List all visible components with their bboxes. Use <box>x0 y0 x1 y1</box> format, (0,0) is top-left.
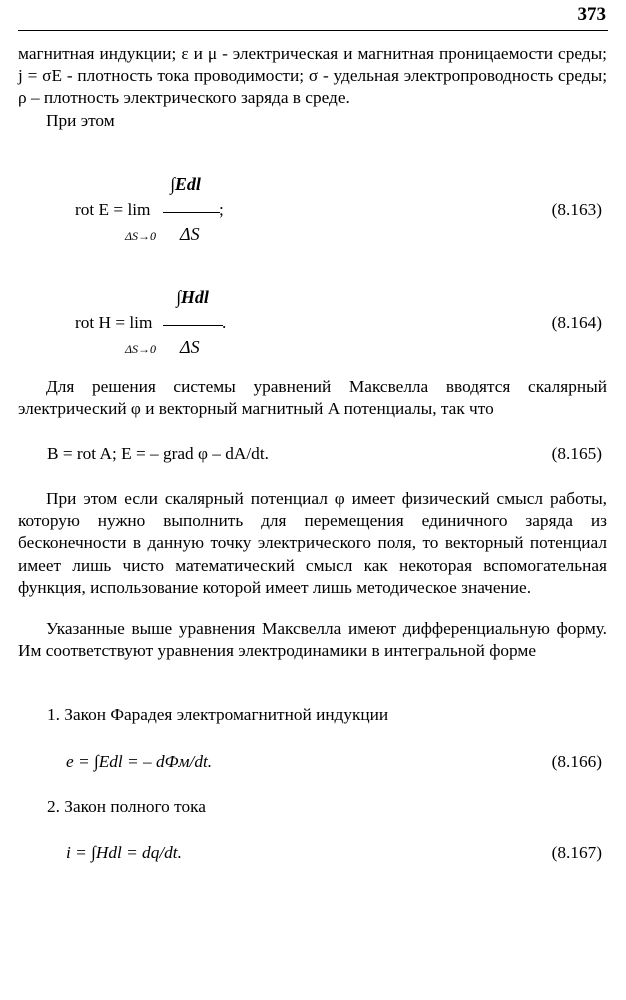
equation-number: (8.164) <box>551 313 602 332</box>
paragraph-text: При этом если скалярный потенциал φ имеет физический смысл работы, которую нужно выполнить для перемещения единичного заряда из бесконечности в данную точку электрического поля, то векторный потенциал имеет лишь чисто математический смысл как некоторая вспомогательная функция, использование которой имеет лишь методическое значение. <box>18 489 607 597</box>
fraction-bar <box>163 325 223 326</box>
paragraph-potentials <box>18 376 607 420</box>
equation-lhs: rot H = lim <box>75 313 153 332</box>
page-number: 373 <box>577 4 606 25</box>
paragraph-meaning <box>18 488 607 599</box>
list-item-ampere: 2. Закон полного тока <box>47 797 206 816</box>
equation-tail: ; <box>219 200 224 219</box>
equation-tail: . <box>222 313 227 332</box>
paragraph-text: Указанные выше уравнения Максвелла имеют дифференциальную форму. Им соответствуют уравнения электродинамики в интегральной форме <box>18 619 607 661</box>
equation-8-166 <box>0 752 626 778</box>
header-rule <box>18 30 608 31</box>
fraction-bar <box>163 212 220 213</box>
limit-subscript: ΔS→0 <box>125 229 157 243</box>
paragraph-text: магнитная индукции; ε и μ - электрическая и магнитная проницаемости среды; j = σE - плотность тока проводимости; σ - удельная электропроводность среды; ρ – плотность электрического заряда в среде. <box>18 44 607 108</box>
equation-number: (8.163) <box>551 200 602 219</box>
equation-denominator: ΔS <box>180 224 200 244</box>
equation-numerator: ∫Hdl <box>176 287 209 307</box>
equation-number: (8.166) <box>551 752 602 771</box>
equation-body: i = ∫Hdl = dq/dt. <box>66 843 182 862</box>
equation-numerator: ∫Edl <box>170 174 201 194</box>
equation-number: (8.165) <box>551 444 602 463</box>
equation-8-167 <box>0 843 626 869</box>
equation-8-165 <box>0 444 626 468</box>
paragraph-pri-etom: При этом <box>46 110 115 130</box>
list-item-faraday: 1. Закон Фарадея электромагнитной индукции <box>47 705 389 724</box>
equation-body: B = rot A; E = – grad φ – dA/dt. <box>47 444 269 463</box>
equation-8-163 <box>0 170 626 250</box>
equation-number: (8.167) <box>551 843 602 862</box>
equation-lhs: rot E = lim <box>75 200 151 219</box>
equation-denominator: ΔS <box>180 337 200 357</box>
equation-8-164 <box>0 283 626 363</box>
limit-subscript: ΔS→0 <box>125 342 157 356</box>
paragraph-text: Для решения системы уравнений Максвелла вводятся скалярный электрический φ и векторный магнитный A потенциалы, так что <box>18 377 607 419</box>
paragraph-integral-form <box>18 618 607 662</box>
equation-body: e = ∫Edl = – dФм/dt. <box>66 752 213 771</box>
paragraph-definitions <box>18 43 607 132</box>
